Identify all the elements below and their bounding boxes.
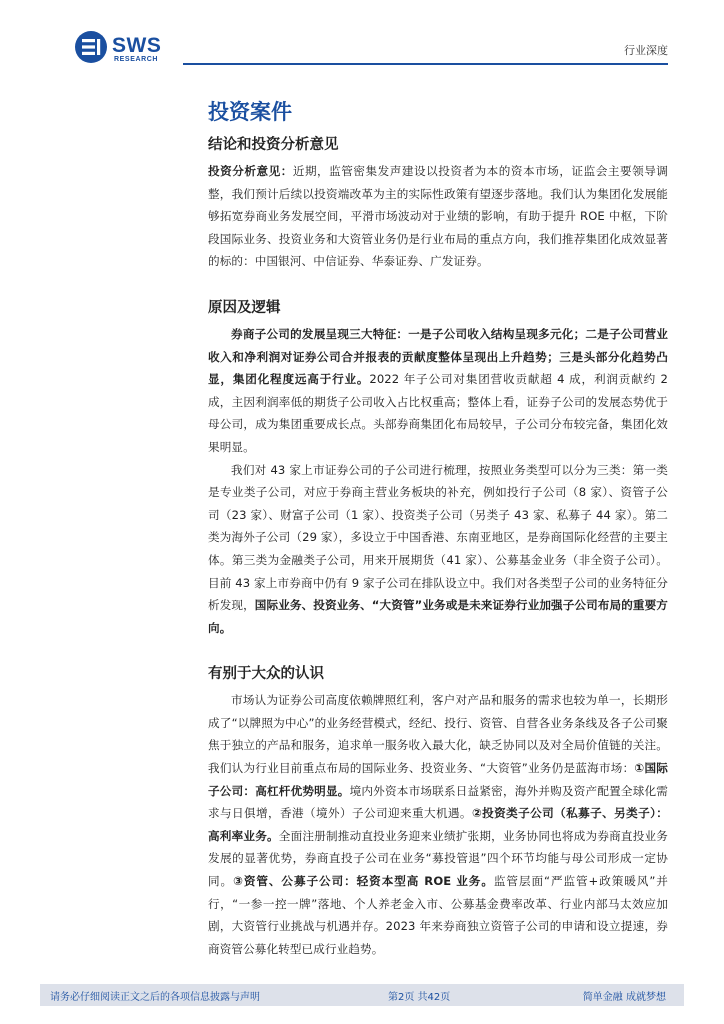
page-number: 第2页 共42页 — [388, 992, 451, 1003]
page-footer — [40, 984, 684, 1006]
contrarian-text-3: 全面注册制推动直投业务迎来业绩扩张期，业务协同也将成为券商直投业务发展的显著优势，券商直投子公司在业务“募投管退”四个环节均能与母公司形成一定协同。 — [208, 828, 668, 889]
contrarian-paragraph — [208, 689, 668, 960]
section-heading-conclusion: 结论和投资分析意见 — [208, 137, 339, 153]
reasons-p2-text: 我们对 43 家上市证券公司的子公司进行梳理，按照业务类型可以分为三类：第一类是专业类子公司，对应于券商主营业务板块的补充，例如投行子公司（8 家）、资管子公司（23 家）、财富子公司（1 家）、投资类子公司（另类子 43 家、私募子 44 家）。第二类为海外子公司（29 家），多设立于中国香港、东南亚地区，是券商国际化经营的主要主体。第三类为金融类子公司，用来开展期货（41 家）、公募基金业务（非全资子公司）。目前 43 家上市券商中仍有 9 家子公司在排队设立中。我们对各类型子公司的业务特征分析发现， — [208, 462, 668, 613]
main-content — [208, 98, 668, 960]
contrarian-point-3: ③资管、公募子公司：轻资本型高 ROE 业务。 — [233, 874, 494, 889]
document-type-label: 行业深度 — [624, 44, 668, 57]
company-slogan: 简单金融 成就梦想 — [582, 992, 666, 1003]
header-divider — [183, 63, 668, 65]
investment-opinion-label: 投资分析意见： — [208, 164, 293, 178]
contrarian-text-1: 市场认为证券公司高度依赖牌照红利，客户对产品和服务的需求也较为单一，长期形成了“以牌照为中心”的业务经营模式，经纪、投行、资管、自营各业务条线及各子公司聚焦于独立的产品和服务，追求单一服务收入最大化，缺乏协同以及对全局价值链的关注。我们认为行业目前重点布局的国际业务、投资业务、“大资管”业务仍是蓝海市场： — [208, 693, 668, 776]
reasons-paragraph-2 — [208, 459, 668, 640]
section-heading-reasons: 原因及逻辑 — [208, 299, 281, 316]
section-heading-contrarian-view: 有别于大众的认识 — [208, 666, 324, 683]
investment-opinion-paragraph — [208, 160, 668, 273]
sws-logo-icon — [74, 30, 108, 64]
sws-logo — [74, 30, 174, 66]
investment-opinion-text: 近期，监管密集发声建设以投资者为本的资本市场，证监会主要领导调整，我们预计后续以投资端改革为主的实际性政策有望逐步落地。我们认为集团化发展能够拓宽券商业务发展空间，平滑市场波动对于业绩的影响，有助于提升 ROE 中枢，下阶段国际业务、投资业务和大资管业务仍是行业布局的重点方向，我们推荐集团化成效显著的标的：中国银河、中信证券、华泰证券、广发证券。 — [208, 164, 669, 269]
reasons-p1-bold: 券商子公司的发展呈现三大特征：一是子公司收入结构呈现多元化；二是子公司营业收入和净利润对证券公司合并报表的贡献度整体呈现出上升趋势；三是头部分化趋势凸显，集团化程度远高于行业。 — [208, 326, 668, 387]
disclaimer-notice: 请务必仔细阅读正文之后的各项信息披露与声明 — [50, 992, 260, 1003]
logo-text: SWS — [112, 34, 162, 57]
reasons-p2-bold: 国际业务、投资业务、“大资管”业务或是未来证券行业加强子公司布局的重要方向。 — [208, 598, 668, 635]
page-header — [0, 0, 724, 72]
page-title: 投资案件 — [208, 100, 292, 124]
reasons-paragraph-1 — [208, 323, 668, 459]
logo-subtext: RESEARCH — [114, 56, 159, 63]
reasons-p1-text: 2022 年子公司对集团营收贡献超 4 成，利润贡献约 2 成，主因利润率低的期货子公司收入占比权重高；整体上看，证券子公司的发展态势优于母公司，成为集团重要成长点。头部券商集团化布局较早，子公司分布较完备，集团化效果明显。 — [208, 372, 668, 454]
contrarian-point-2: ②投资类子公司（私募子、另类子）：高利率业务。 — [208, 806, 669, 843]
contrarian-text-2: 境内外资本市场联系日益紧密，海外并购及资产配置全球化需求与日俱增，香港（境外）子公司迎来重大机遇。 — [208, 783, 669, 821]
contrarian-point-1: ①国际子公司：高杠杆优势明显。 — [208, 761, 668, 798]
contrarian-text-4: 监管层面“严监管+政策暖风”并行，“一参一控一牌”落地、个人养老金入市、公募基金费率改革、行业内部马太效应加剧，大资管行业挑战与机遇并存。2023 年来券商独立资管子公司的申请和设立提速，券商资管公募化转型已成行业趋势。 — [208, 874, 668, 956]
